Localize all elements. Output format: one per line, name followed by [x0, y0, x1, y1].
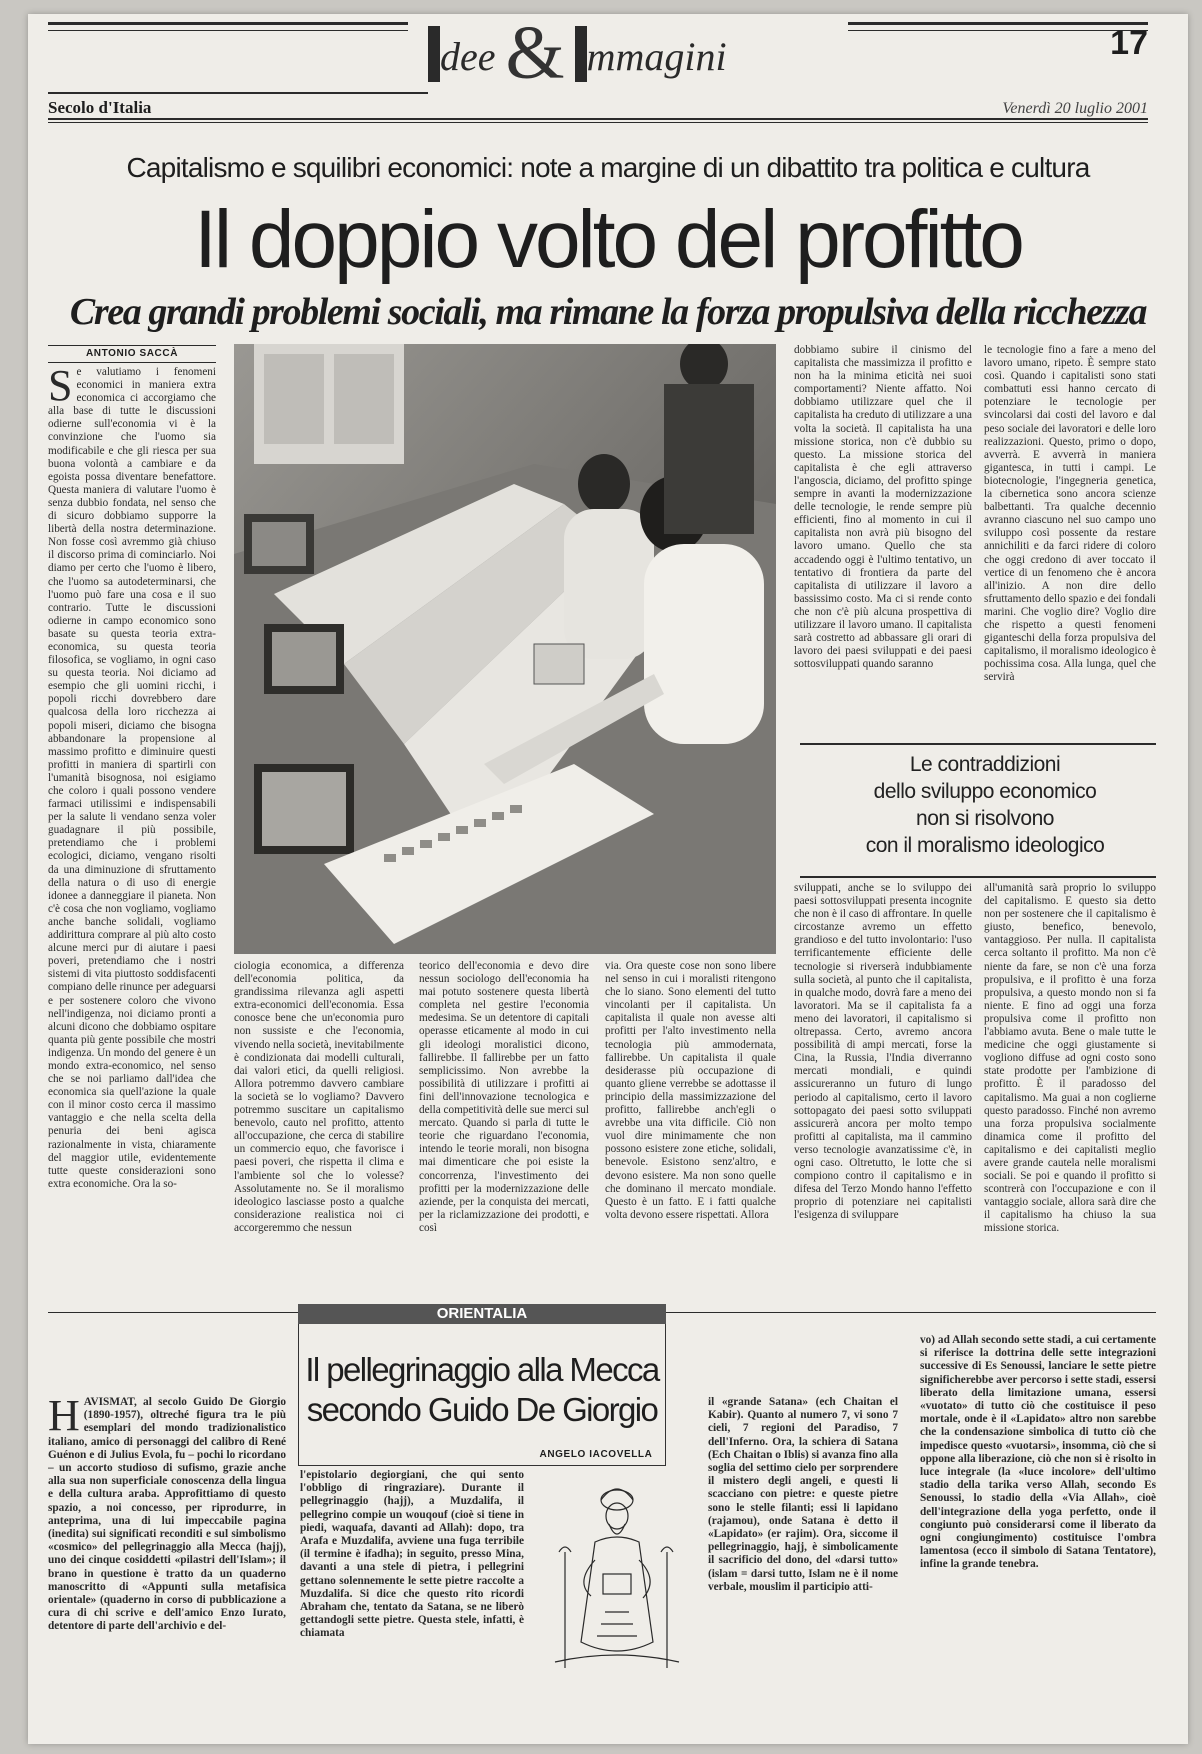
article-column-7: sviluppati, anche se lo sviluppo dei paesi sottosviluppati presenta incognite che non è il caso di affrontare. In quelle circostanze avremo un effetto grandioso e del tutto involontario: l'uso terrificantemente efficiente delle tecnologie si riverserà indubbiamente sulla società, al punto che il capitalista, in qualche modo, dovrà fare a meno dei lavoratori. Ma se il capitalista fa a meno dei lavoratori, il capitalismo si oltrepassa. Certo, avremo ancora possibilità di ampi mercati, forse la Cina, la Russia, l'India diverranno mercati mondiali, e quindi assicureranno un futuro di lungo periodo al capitalismo, certo il lavoro sottopagato dei paesi sotto sviluppati assicurerà ancora per molto tempo profitti al capitalista, ma il cammino verso tecnologie avanzatissime c'è, in ogni caso. Oltretutto, le lotte che si compiono contro il capitalismo e in difesa del Terzo Mondo hanno l'effetto proprio di potenziare nei capitalisti l'esigenza di sviluppare	[794, 882, 972, 1222]
pull-quote-line-3: non si risolvono	[916, 807, 1054, 830]
byline-rule-top	[48, 345, 216, 346]
article-column-5: dobbiamo subire il cinismo del capitalista che massimizza il profitto e non ha la minima eticità nei suoi comportamenti? Niente affatto. Noi dobbiamo utilizzare quel che il capitalista ha creduto di utilizzare a una volta la società. Il capitalista ha una missione storica, non c'è dubbio su questo. La missione storica del capitalista è che egli attraverso l'angoscia, diciamo, del profitto spinge sempre in avanti la modernizzazione delle tecnologie, le rende sempre più efficienti, fino al momento in cui il capitalista non avrà più bisogno del lavoro umano. Quello che sta accadendo oggi è l'ultimo tentativo, un tentativo di frontiera da parte del capitalista di utilizzare il lavoro a bassissimo costo. Ma ci si rende conto che non c'è più alcuna prospettiva di utilizzare il lavoro umano. Il capitalista sarà costretto ad abbassare gli orari di lavoro dei paesi sviluppati e dei paesi sottosviluppati quando saranno	[794, 344, 972, 671]
masthead-top-rule-right-thin	[848, 30, 1148, 31]
pull-quote-line-2: dello sviluppo economico	[873, 780, 1097, 803]
masthead-rule-left	[48, 92, 428, 94]
masthead-top-rule-right	[848, 22, 1148, 25]
orientalia-column-2: l'epistolario degiorgiani, che qui sento l'obbligo di ringraziare). Durante il pellegrinaggio (hajj), a Muzdalifa, il pellegrino compie un wouqouf (cioè si tiene in piedi, waquafa, davanti ad Allah): dopo, tra Arafa e Muzdalifa, avviene una fuga terribile (il termine è ifadha); in seguito, presso Mina, davanti a una stele di pietra, i pellegrini gettano solennemente le sette pietre raccolte a Muzdalifa. Si dice che questo rito ricordi Abraham che, tentato da Satana, se ne liberò gettandogli sette pietre. Questa stele, infatti, è chiamata	[300, 1469, 524, 1640]
article-photo-office-workers	[234, 344, 776, 954]
article-column-4: via. Ora queste cose non sono libere nel senso in cui i moralisti ritengono che lo siano. Sono elementi del tutto vincolanti per il capitalista. Un capitalista il quale non avesse alti profitti per l'alto investimento nella tecnologia più ammodernata, fallirebbe. Un capitalista il quale desiderasse più occupazione di quanto gliene verrebbe se adottasse il principio della massimizzazione del profitto, fallirebbe anch'egli o avrebbe una vita difficile. Ciò non vuol dire minimamente che non possono esistere zone etiche, solidali, benevole. Esistono senz'altro, e devono esistere. Ma non sono quelle che dominano il mercato mondiale. Questo è un fatto. E i fatti qualche volta devono essere rispettati. Allora	[605, 960, 776, 1221]
orientalia-dropcap: H	[48, 1396, 80, 1440]
masthead-top-rule-left	[48, 22, 408, 25]
orientalia-column-1	[48, 1396, 286, 1736]
section-title-part2: mmagini	[586, 34, 727, 79]
pull-quote-line-4: con il moralismo ideologico	[865, 834, 1105, 857]
pull-quote	[800, 751, 1170, 871]
article-column-1	[48, 366, 216, 1304]
orientalia-title: Il pellegrinaggio alla Mecca secondo Guido De Giorgio	[305, 1351, 659, 1428]
orientalia-column-4: vo) ad Allah secondo sette stadi, a cui certamente si riferisce la dottrina delle sette integrazioni successive di Es Senoussi, lanciare le sette pietre significherebbe aver percorso i sette stadi, essersi liberato della limitazione umana, essersi «vuotato» di tutto ciò che costituisce il peso mortale, onde è il «Lapidato» altro non sarebbe che la condensazione simbolica di tutto ciò che impedisce questo «vuotarsi», insomma, ciò che si oppone alla liberazione, ciò che non si è risolto in luce integrale (la «luce incolore» dell'ultimo stadio della tarika verso Allah, secondo Es Senoussi, lo stadio della «Via Allah», cioè dell'integrazione della yoga perfetto, onde il congiunto può considerarsi come il liberato da ogni congiungimento) costituisce l'ombra lamentosa (ecco il simbolo di Satana Tentatore), infine la grande tenebra.	[920, 1334, 1156, 1571]
section-title-part1: dee	[440, 34, 496, 79]
newspaper-page	[28, 11, 1188, 1744]
article-column-2: ciologia economica, a differenza dell'economia politica, da grandissima rilevanza agli aspetti extra-economici dell'economia. Essa conosce bene che un'economia puro non sussiste e che l'economia, vivendo nella società, inevitabilmente è condizionata dai modelli culturali, dai valori etici, da quelli religiosi. Allora potremmo davvero cambiare la società se lo vogliamo? Davvero potremmo suscitare un capitalismo benevolo, cauto nel profitto, attento all'occupazione, che cerca di stabilire un commercio equo, che favorisce i paesi poveri, che rispetta il clima e l'ambiente sol che lo volesse? Assolutamente no. Se il moralismo ideologico lasciasse posto a qualche considerazione realistica noi ci accorgeremmo che nessun	[234, 960, 404, 1234]
pilgrim-drawing	[535, 1472, 697, 1682]
newspaper-name: Secolo d'Italia	[48, 98, 152, 117]
section-initial-bar-i	[428, 26, 440, 82]
orientalia-column-1-text: AVISMAT, al secolo Guido De Giorgio (1890-1957), oltreché figura tra le più esemplari del mondo tradizionalistico italiano, amico di personaggi del calibro di René Guénon e di Julius Evola, fu – pochi lo ricordano – un accorto studioso di sufismo, grazie anche alla sua non superficiale conoscenza della lingua e della cultura araba. Approfittiamo di questo spazio, a noi concesso, per riprodurre, in anteprima, una di lui impeccabile pagina (inedita) sui significati reconditi e sul simbolismo «cosmico» del pellegrinaggio alla Mecca (hajj), uno dei cinque cosiddetti «pilastri dell'Islam»; il brano in questione è tratto da un quaderno manoscritto di «Appunti sulla metafisica orientale» (quaderno in corso di pubblicazione a cura di chi scrive e dell'amico Enzo Iurato, detentore di parte dell'archivio e del-	[48, 1396, 286, 1633]
section-ampersand: &	[505, 11, 565, 95]
masthead-top-rule-left-thin	[48, 30, 408, 31]
article-column-8: all'umanità sarà proprio lo sviluppo del capitalismo. E questo sia detto non per sostenere che il capitalismo è giusto, benefico, benevolo, vantaggioso. Per nulla. Il capitalista cerca soltanto il profitto. Ma non c'è niente da fare, se non c'è una forza propulsiva, e il profitto è una forza propulsiva, a questo mondo non si fa niente. E fino ad oggi una forza propulsiva come il profitto non l'abbiamo avuta. Bene o male tutte le medicine che oggi giustamente si vogliono diffuse ad ogni costo sono state prodotte per l'ambizione di profitto. È il paradosso del capitalismo. Ma guai a non coglierne questo paradosso. Finché non avremo una forza propulsiva socialmente dinamica come il profitto del capitalismo e dei capitalisti meglio avere grande cautela nelle moralismi sociali. Se poi e quando il profitto si scontrerà con l'occupazione e con il vantaggio sociale, allora sarà dire che il capitalismo ha chiuso la sua missione storica.	[984, 882, 1156, 1235]
article-column-1-text: e valutiamo i fenomeni economici in maniera extra economica ci accorgiamo che alla base di tutte le discussioni odierne sull'economia vi è la convinzione che l'uomo sia modificabile e che gli riesca per sua buona volontà a cambiare e da egoista possa diventare benefattore. Questa maniera di valutare l'uomo è senza dubbio fondata, nel senso che di sicuro dobbiamo supporre la libertà della nostra determinazione. Non fosse così avremmo già chiuso il discorso prima di cominciarlo. Noi diamo per certo che l'uomo è libero, che l'uomo sa autodeterminarsi, che l'uomo può fare una cosa e il suo contrario. Tutte le discussioni odierne in campo economico sono basate su questa teoria extra-economica, su questa teoria filosofica, se vogliamo, in ogni caso su questa teoria. Noi diciamo ad esempio che gli uomini ricchi, i popoli ricchi dovrebbero dare qualcosa della loro ricchezza ai popoli miseri, diciamo che bisogna abbandonare la propensione al massimo profitto e diminuire questi profitti in maniera di spartirli con l'umanità bisognosa, noi esigiamo che coloro i quali possono vendere farmaci utilissimi e indispensabili per la salute li vendano senza voler guadagnare il più possibile, pretendiamo che i problemi ecologici, diciamo, vengano risolti da una diminuzione di sfruttamento della natura o di uso di energie idonee a danneggiare il pianeta. Non c'è cosa che non vogliamo, vogliamo anche banche solidali, vogliamo addirittura comprare al più alto costo alcune merci pur di aiutare i paesi poveri, pretendiamo che i nostri sistemi di vita piuttosto soddisfacenti compiano delle rinunce per adeguarsi e per sostenere coloro che vivono nell'indigenza, noi diciamo pronti a alcuni dicono che dobbiamo ospitare quanta più gente possibile che mostri indigenza. Un mondo del genere è un mondo extra-economico, nel senso che se noi parliamo dall'idea che economica sia quell'azione la quale con il minor costo cerca il massimo vantaggio e che nella scelta della penuria dei beni agisca razionalmente in vista, chiaramente del maggior utile, evidentemente tutte queste considerazioni sono extra economiche. Ora la so-	[48, 366, 216, 1190]
section-title	[428, 11, 848, 95]
photo-illustration	[234, 344, 776, 954]
byline-rule-bottom	[48, 362, 216, 363]
pull-quote-line-1: Le contraddizioni	[909, 753, 1061, 776]
orientalia-column-3: il «grande Satana» (ech Chaitan el Kabir). Quanto al numero 7, vi sono 7 cieli, 7 regioni del Paradiso, 7 dell'Inferno. Ora, la schiera di Satana (Ech Chaitan o Iblis) si avanza fino alla soglia del settimo cielo per sorprendere il mistero degli angeli, e questi li scacciano con pietre: e queste pietre sono le stelle filanti; essi li lapidano (rajamou), onde Satana è detto il «Lapidato» (er rajim). Ora, siccome il pellegrinaggio, hajj, è simbolicamente il sacrificio del dono, del «darsi tutto» (islam = darsi tutto, Islam ne è il nome verbale, mouslim il participio atti-	[708, 1396, 898, 1593]
pull-quote-rule-bottom	[800, 876, 1156, 878]
masthead-bottom-rule	[48, 118, 1148, 120]
orientalia-illustration-pilgrim	[535, 1472, 697, 1682]
article-column-3: teorico dell'economia e devo dire nessun sociologo dell'economia ha mai potuto sostenere questa libertà completa nel gestire l'economia medesima. Se un detentore di capitali operasse eticamente al modo in cui gli ideologi moralistici dicono, fallirebbe. Il fallirebbe per un fatto semplicissimo. Non avrebbe la possibilità di utilizzare i profitti ai fini dell'innovazione tecnologica e della competitività delle sue merci sul mercato. Quando si parla di tutte le teorie che riguardano l'economia, intendo le teorie morali, non bisogna mai dimenticare che poi esiste la concorrenza, l'investimento dei profitti per la modernizzazione delle aziende, per la conquista dei mercati, per la riclamizzazione dei prodotti, e così	[419, 960, 589, 1234]
article-headline: Il doppio volto del profitto	[194, 194, 1022, 285]
masthead-bottom-rule-thin	[48, 122, 1148, 123]
pull-quote-rule-top	[800, 743, 1156, 745]
article-kicker: Capitalismo e squilibri economici: note a margine di un dibattito tra politica e cultura	[126, 152, 1090, 183]
issue-date: Venerdì 20 luglio 2001	[1002, 100, 1148, 117]
section-initial-bar-i2	[575, 26, 587, 82]
article-byline: ANTONIO SACCÀ	[85, 348, 179, 359]
article-deck: Crea grandi problemi sociali, ma rimane la forza propulsiva della ricchezza	[69, 291, 1147, 333]
page-number: 17	[1110, 24, 1148, 62]
orientalia-byline: ANGELO IACOVELLA	[539, 1449, 653, 1460]
article-column-6: le tecnologie fino a fare a meno del lavoro umano, ripeto. È sempre stato così. Quando i capitalisti sono stati combattuti essi hanno cercato di potenziare le tecnologie per svincolarsi dai costi del lavoro e dal peso sociale dei lavoratori e delle loro realizzazioni. Questo, primo o dopo, avverrà. E avverrà in maniera gigantesca, in tutti i campi. Le biotecnologie, l'ingegneria genetica, la cibernetica sono ancora scienze balbettanti. Tra qualche decennio avranno ciascuno nel suo campo uno sviluppo così possente da restare annichiliti e da farci ridere di coloro che oggi credono di aver toccato il vertice di un fenomeno che è ancora all'inizio. A non dire dello sfruttamento dello spazio e dei fondali marini. Che voglio dire? Voglio dire che rispetto a questi fenomeni giganteschi della forza propulsiva del capitalismo, il moralismo ideologico è pochissima cosa. Alla lunga, quel che servirà	[984, 344, 1156, 684]
article-dropcap: S	[48, 366, 73, 410]
orientalia-label: ORIENTALIA	[436, 1305, 528, 1322]
